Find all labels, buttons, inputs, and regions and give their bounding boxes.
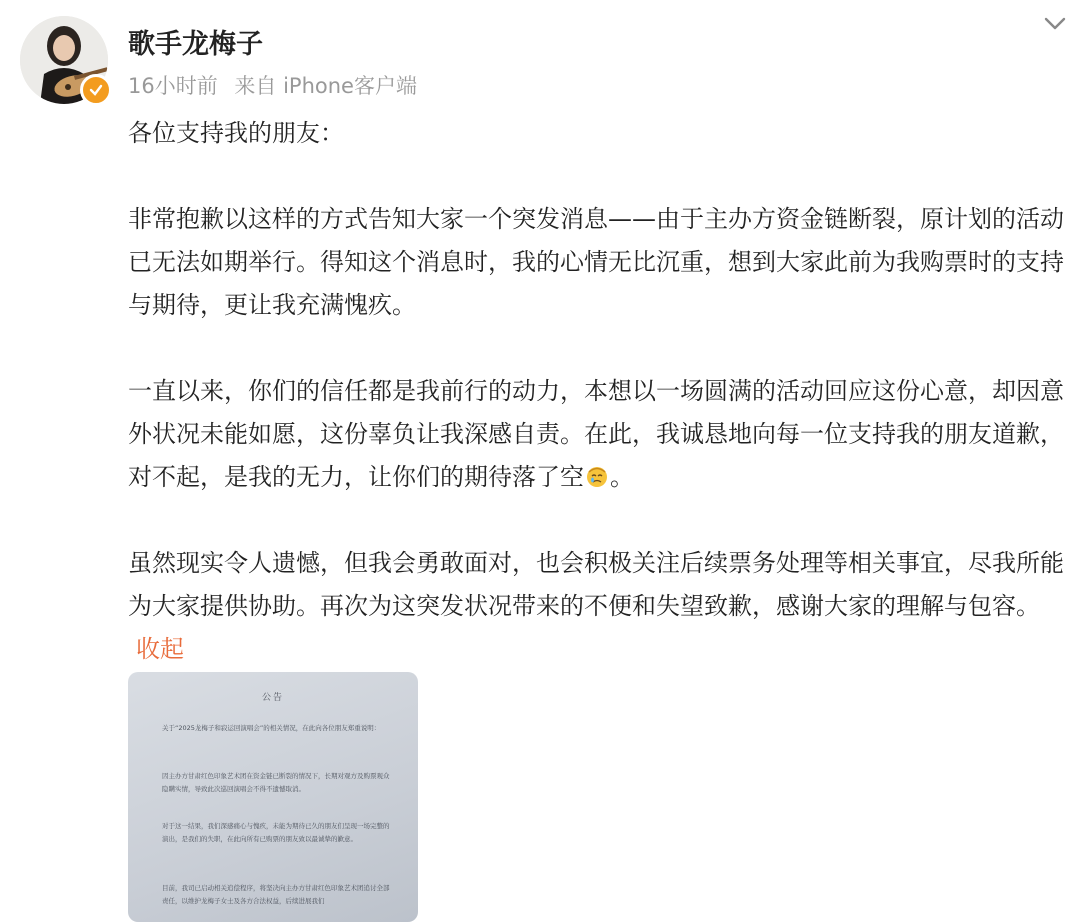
post-paragraph-2 xyxy=(128,370,1070,499)
attachment-title: 公告 xyxy=(261,693,284,703)
post-paragraph-1: 非常抱歉以这样的方式告知大家一个突发消息——由于主办方资金链断裂，原计划的活动已无法如期举行。得知这个消息时，我的心情无比沉重，想到大家此前为我购票时的支持与期待，更让我充满愧疚。 xyxy=(128,205,1064,319)
post-body xyxy=(128,112,1070,671)
attachment-line-1: 关于“2025龙梅子和寂运回演唱会”的相关情况，在此向各位朋友郑重说明： xyxy=(162,724,381,732)
post-paragraph-3 xyxy=(128,542,1070,671)
author-avatar-container[interactable] xyxy=(20,16,110,106)
post-menu-button[interactable] xyxy=(1040,12,1070,36)
post-meta xyxy=(128,70,417,100)
attachment-line-3: 对于这一结果，我们深感痛心与愧疚，未能为期待已久的朋友们呈现一场完整的演出，是我们的失职，在此向所有已购票的朋友致以最诚挚的歉意。 xyxy=(162,822,390,843)
attached-image[interactable] xyxy=(128,672,418,922)
post-paragraph-2-text: 一直以来，你们的信任都是我前行的动力，本想以一场圆满的活动回应这份心意，却因意外状况未能如愿，这份辜负让我深感自责。在此，我诚恳地向每一位支持我的朋友道歉，对不起，是我的无力，让你们的期待落了空 xyxy=(128,377,1064,491)
crying-face-emoji-icon xyxy=(584,460,610,486)
post-time: 16小时前 xyxy=(128,74,218,98)
post-paragraph-3-text: 虽然现实令人遗憾，但我会勇敢面对，也会积极关注后续票务处理等相关事宜，尽我所能为大家提供协助。再次为这突发状况带来的不便和失望致歉，感谢大家的理解与包容。 xyxy=(128,549,1064,620)
chevron-down-icon xyxy=(1040,12,1070,36)
attachment-line-4: 目前，我司已启动相关追偿程序，将坚决向主办方甘肃红色印象艺术团追讨全部责任，以维护龙梅子女士及各方合法权益，后续进展我们 xyxy=(162,884,390,905)
attachment-line-2: 因主办方甘肃红色印象艺术团在资金链已断裂的情况下，长期对观方及购票观众隐瞒实情，导致此次巡回演唱会不得不遗憾取消。 xyxy=(162,772,390,793)
author-name[interactable]: 歌手龙梅子 xyxy=(128,29,263,60)
post-paragraph-2-end: 。 xyxy=(610,463,634,491)
verified-badge xyxy=(80,74,112,106)
collapse-link[interactable]: 收起 xyxy=(136,635,184,663)
post-greeting: 各位支持我的朋友： xyxy=(128,119,344,147)
post-source: 来自 iPhone客户端 xyxy=(234,74,417,98)
verified-check-icon xyxy=(89,83,103,97)
